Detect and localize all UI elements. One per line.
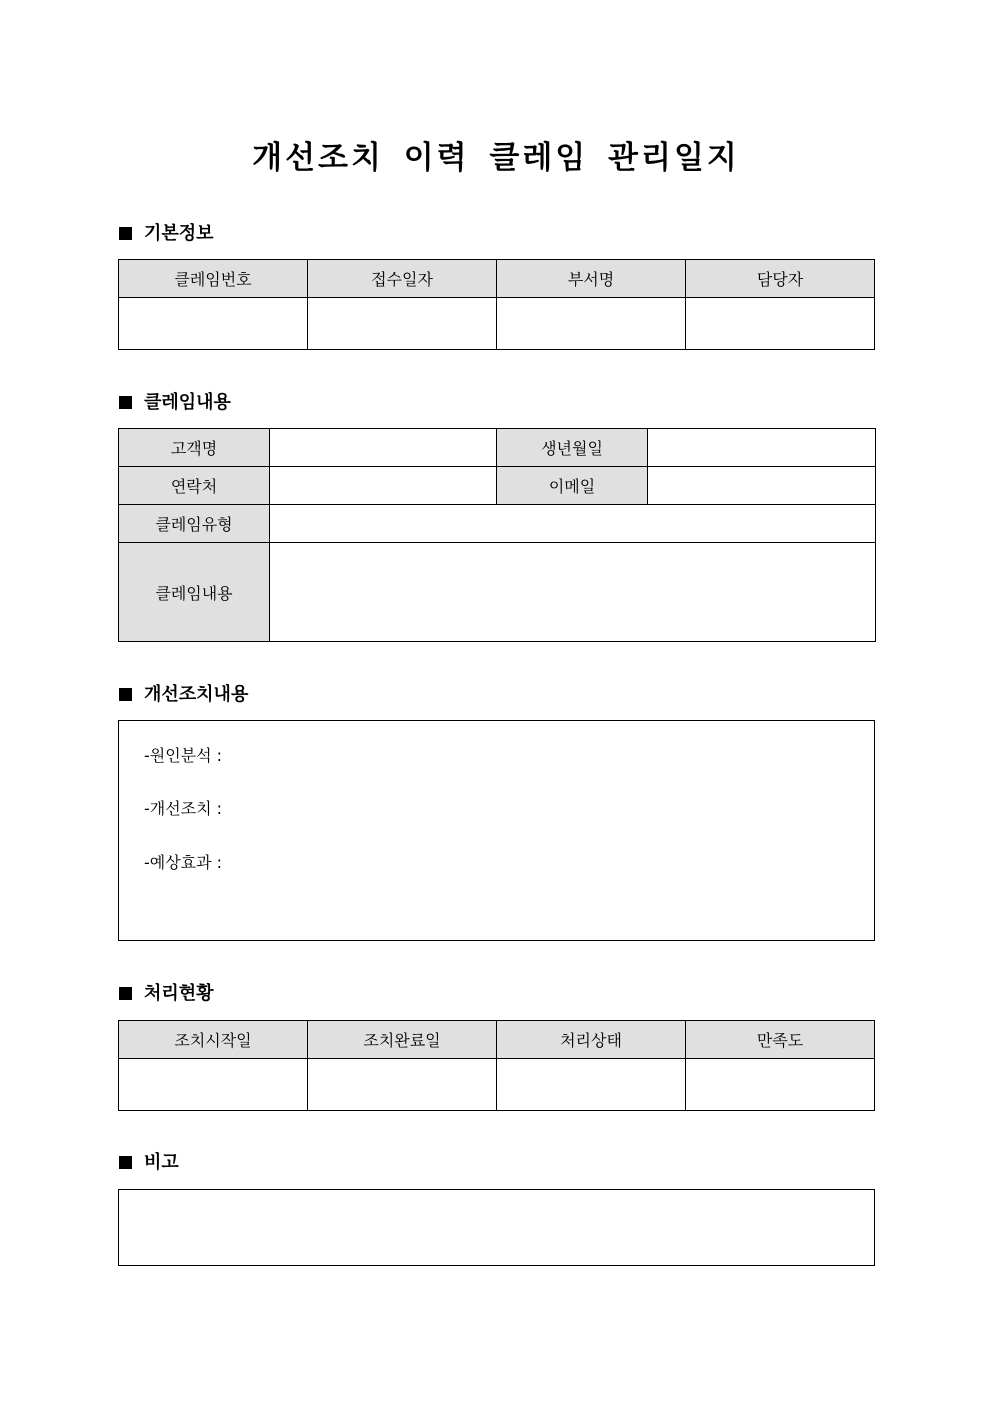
square-bullet-icon	[119, 987, 132, 1000]
claim-content-field[interactable]	[270, 543, 876, 642]
improvement-content-box[interactable]	[118, 720, 875, 941]
header-receipt-date: 접수일자	[308, 260, 497, 298]
section-heading-claim	[119, 391, 231, 415]
department-field[interactable]	[497, 298, 686, 350]
remarks-box[interactable]	[118, 1189, 875, 1266]
section-heading-basic	[119, 222, 214, 246]
claim-content-label: 클레임내용	[119, 543, 270, 642]
claim-type-label: 클레임유형	[119, 505, 270, 543]
document-title: 개선조치 이력 클레임 관리일지	[252, 140, 740, 176]
section-heading-improvement-label: 개선조치내용	[144, 684, 249, 705]
birthdate-field[interactable]	[648, 429, 876, 467]
square-bullet-icon	[119, 396, 132, 409]
section-heading-claim-label: 클레임내용	[144, 392, 231, 413]
header-claim-number: 클레임번호	[119, 260, 308, 298]
email-label: 이메일	[497, 467, 648, 505]
customer-label: 고객명	[119, 429, 270, 467]
header-manager: 담당자	[686, 260, 875, 298]
claim-type-field[interactable]	[270, 505, 876, 543]
claim-content-table	[118, 428, 876, 642]
header-processing-state: 처리상태	[497, 1021, 686, 1059]
basic-info-table	[118, 259, 875, 350]
customer-field[interactable]	[270, 429, 497, 467]
claim-number-field[interactable]	[119, 298, 308, 350]
processing-status-table	[118, 1020, 875, 1111]
section-heading-status	[119, 982, 214, 1006]
cause-analysis-line: -원인분석 :	[144, 746, 223, 765]
section-heading-remarks-label: 비고	[144, 1152, 179, 1173]
header-satisfaction: 만족도	[686, 1021, 875, 1059]
action-start-date-field[interactable]	[119, 1059, 308, 1111]
square-bullet-icon	[119, 688, 132, 701]
improvement-action-line: -개선조치 :	[144, 799, 223, 818]
section-heading-remarks	[119, 1151, 179, 1175]
expected-effect-line: -예상효과 :	[144, 853, 223, 872]
satisfaction-field[interactable]	[686, 1059, 875, 1111]
section-heading-basic-label: 기본정보	[144, 223, 214, 244]
processing-state-field[interactable]	[497, 1059, 686, 1111]
header-department: 부서명	[497, 260, 686, 298]
email-field[interactable]	[648, 467, 876, 505]
square-bullet-icon	[119, 227, 132, 240]
action-complete-date-field[interactable]	[308, 1059, 497, 1111]
receipt-date-field[interactable]	[308, 298, 497, 350]
header-action-start-date: 조치시작일	[119, 1021, 308, 1059]
manager-field[interactable]	[686, 298, 875, 350]
section-heading-status-label: 처리현황	[144, 983, 214, 1004]
contact-label: 연락처	[119, 467, 270, 505]
birthdate-label: 생년월일	[497, 429, 648, 467]
header-action-complete-date: 조치완료일	[308, 1021, 497, 1059]
contact-field[interactable]	[270, 467, 497, 505]
section-heading-improvement	[119, 683, 248, 707]
square-bullet-icon	[119, 1156, 132, 1169]
